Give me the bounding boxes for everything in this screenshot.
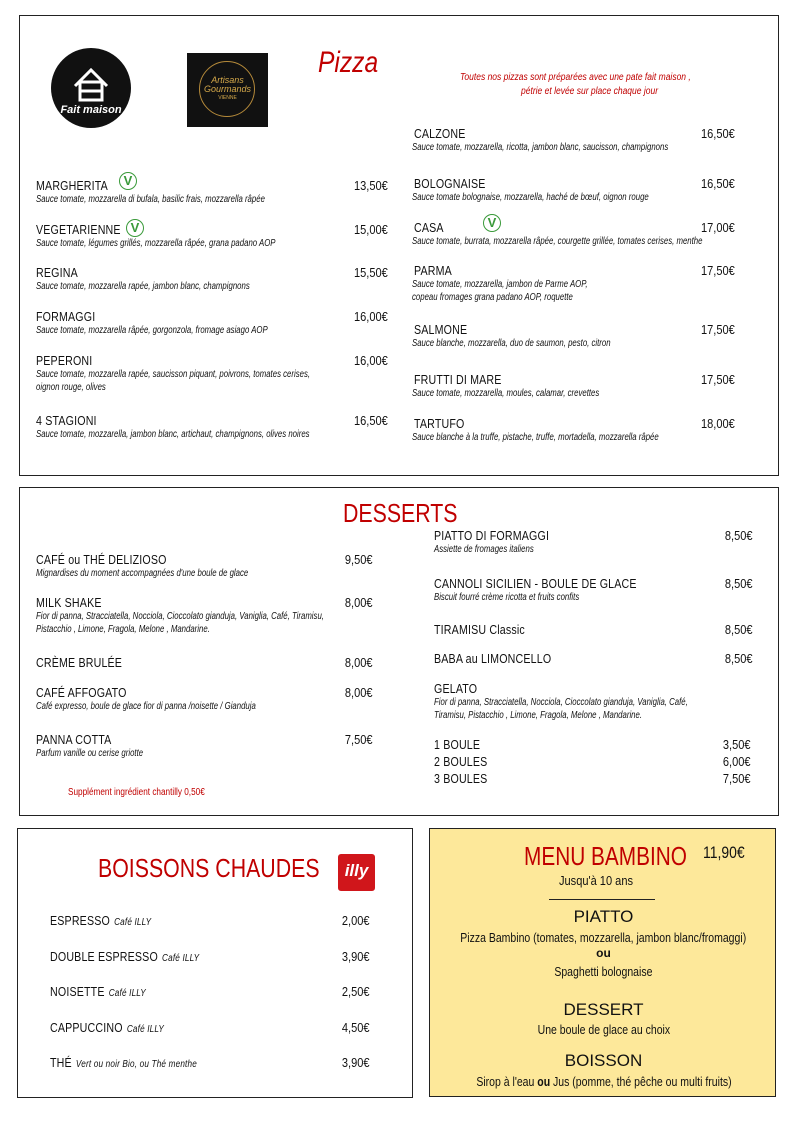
menu-item-name: SALMONE — [414, 322, 468, 337]
menu-item-price: 18,00€ — [701, 416, 735, 431]
illy-logo-text: illy — [344, 861, 369, 880]
menu-item-price: 15,50€ — [354, 265, 388, 280]
vegetarian-icon: V — [483, 214, 501, 232]
menu-item-description: Fior di panna, Stracciatella, Nocciola, Cioccolato gianduja, Vaniglia, Café, — [434, 697, 688, 708]
menu-item-price: 8,50€ — [725, 576, 753, 591]
desserts-title: DESSERTS — [343, 498, 458, 528]
menu-item-description: Biscuit fourré crème ricotta et fruits confits — [434, 592, 580, 603]
menu-item-price: 17,50€ — [701, 322, 735, 337]
menu-item-name: PEPERONI — [36, 353, 93, 368]
menu-item-name: PARMA — [414, 263, 452, 278]
menu-item-price: 17,00€ — [701, 220, 735, 235]
menu-item-description: Assiette de fromages italiens — [434, 544, 534, 555]
gelato-boule-name: 1 BOULE — [434, 737, 481, 752]
menu-item-price: 13,50€ — [354, 178, 388, 193]
menu-item-price: 17,50€ — [701, 372, 735, 387]
boisson-ou: ou — [536, 1075, 550, 1089]
menu-item-description: Sauce tomate bolognaise, mozzarella, haché de bœuf, oignon rouge — [412, 192, 649, 203]
boisson-subtitle: Café ILLY — [126, 1023, 165, 1035]
dessert-line-text: Une boule de glace au choix — [537, 1023, 670, 1037]
gelato-boule-name: 3 BOULES — [434, 771, 488, 786]
menu-item-description: Sauce tomate, légumes grillés, mozzarella râpée, grana padano AOP — [36, 238, 276, 249]
menu-item-description: Fior di panna, Stracciatella, Nocciola, Cioccolato gianduja, Vaniglia, Café, Tiramisu, — [36, 611, 324, 622]
boisson-subtitle: Café ILLY — [108, 988, 146, 999]
menu-item-name: 4 STAGIONI — [36, 413, 97, 428]
artisans-text: Artisans — [211, 75, 244, 85]
menu-item-price: 16,50€ — [701, 176, 735, 191]
menu-item-price: 8,50€ — [725, 528, 753, 543]
boisson-price: 3,90€ — [342, 1055, 370, 1070]
menu-item-description: copeau fromages grana padano AOP, roquette — [412, 292, 573, 303]
menu-item-name: CRÈME BRULÉE — [36, 655, 123, 670]
boisson-price: 3,90€ — [342, 948, 370, 964]
menu-item-name: VEGETARIENNE — [36, 222, 121, 237]
menu-item-description: Sauce blanche, mozzarella, duo de saumon, pesto, citron — [412, 338, 611, 349]
menu-item-name: PANNA COTTA — [36, 732, 112, 747]
menu-item-price: 7,50€ — [345, 732, 373, 747]
menu-item-name: TIRAMISU Classic — [434, 622, 525, 637]
menu-item-name: GELATO — [434, 681, 478, 696]
boisson-name: DOUBLE ESPRESSO — [50, 948, 158, 964]
boisson-item — [50, 949, 199, 964]
menu-item-name: TARTUFO — [414, 416, 465, 431]
gelato-boule-price: 6,00€ — [723, 754, 751, 769]
menu-item-name: MILK SHAKE — [36, 595, 102, 610]
boissons-section — [17, 828, 413, 1098]
boisson-item — [50, 1020, 164, 1035]
menu-item-name: FORMAGGI — [36, 309, 96, 324]
boisson-item — [50, 913, 151, 928]
bambino-section — [429, 828, 776, 1097]
piatto-ou: ou — [596, 946, 611, 960]
boisson-name: THÉ — [50, 1055, 72, 1070]
pizza-note-line1: Toutes nos pizzas sont préparées avec une pate fait maison , — [460, 72, 691, 83]
boisson-line-inner — [476, 1075, 731, 1089]
artisans-gourmands-logo — [187, 53, 268, 127]
fait-maison-text: Fait maison — [60, 104, 122, 116]
menu-item-price: 16,00€ — [354, 309, 388, 324]
menu-item-price: 16,50€ — [701, 126, 735, 141]
menu-item-price: 8,00€ — [345, 595, 373, 610]
menu-item-name: BABA au LIMONCELLO — [434, 651, 552, 666]
menu-item-price: 16,50€ — [354, 413, 388, 428]
boisson-subtitle: Vert ou noir Bio, ou Thé menthe — [75, 1059, 197, 1070]
boisson-pre: Sirop à l'eau — [475, 1075, 537, 1089]
menu-item-name: BOLOGNAISE — [414, 176, 486, 191]
menu-item-name: CAFÉ AFFOGATO — [36, 685, 127, 700]
menu-item-price: 17,50€ — [701, 263, 735, 278]
menu-item-price: 9,50€ — [345, 552, 373, 567]
menu-item-description: Sauce tomate, mozzarella, moules, calamar, crevettes — [412, 388, 600, 399]
piatto-line1 — [430, 931, 777, 945]
boisson-price: 4,50€ — [342, 1019, 370, 1035]
gelato-boule-name: 2 BOULES — [434, 754, 488, 769]
boissons-title: BOISSONS CHAUDES — [98, 853, 320, 883]
house-icon — [51, 48, 131, 128]
menu-item-description: Café expresso, boule de glace fior di panna /noisette / Gianduja — [36, 701, 256, 712]
boisson-item — [50, 1055, 197, 1070]
menu-item-description: Sauce tomate, mozzarella râpée, gorgonzola, fromage asiago AOP — [36, 325, 268, 336]
menu-item-description: Sauce blanche à la truffe, pistache, truffe, mortadella, mozzarella râpée — [412, 432, 659, 443]
bambino-title: MENU BAMBINO — [524, 841, 687, 871]
boisson-price: 2,00€ — [342, 913, 370, 928]
boisson-price: 2,50€ — [342, 984, 370, 999]
fait-maison-logo — [51, 48, 131, 128]
boisson-name: CAPPUCCINO — [50, 1019, 123, 1035]
pizza-section — [19, 15, 779, 476]
menu-item-price: 8,00€ — [345, 685, 373, 700]
menu-item-description: Sauce tomate, mozzarella, jambon de Parme AOP, — [412, 279, 588, 290]
boisson-name: ESPRESSO — [50, 913, 110, 928]
vegetarian-icon: V — [126, 219, 144, 237]
supplement-note: Supplément ingrédient chantilly 0,50€ — [68, 787, 205, 798]
boisson-line — [430, 1075, 777, 1089]
illy-logo — [338, 854, 375, 891]
menu-item-price: 8,50€ — [725, 622, 753, 637]
boisson-post: Jus (pomme, thé pêche ou multi fruits) — [549, 1075, 732, 1089]
menu-item-description: oignon rouge, olives — [36, 382, 106, 393]
boisson-item — [50, 984, 146, 999]
menu-item-name: FRUTTI DI MARE — [414, 372, 502, 387]
menu-item-name: CAFÉ ou THÉ DELIZIOSO — [36, 552, 167, 567]
menu-item-name: PIATTO DI FORMAGGI — [434, 528, 550, 543]
menu-item-description: Tiramisu, Pistacchio , Limone, Fragola, Melone , Mandarine. — [434, 710, 643, 721]
menu-item-name: MARGHERITA — [36, 178, 108, 193]
piatto-title: PIATTO — [573, 907, 634, 926]
pizza-title: Pizza — [318, 46, 379, 79]
menu-item-name: CASA — [414, 220, 444, 235]
divider — [549, 899, 655, 900]
bambino-price: 11,90€ — [703, 843, 745, 862]
menu-item-price: 8,50€ — [725, 651, 753, 666]
piatto-line2 — [430, 965, 777, 979]
menu-item-price: 8,00€ — [345, 655, 373, 670]
boisson-subtitle: Café ILLY — [114, 917, 152, 928]
menu-item-description: Mignardises du moment accompagnées d'une boule de glace — [36, 568, 249, 579]
menu-item-name: CALZONE — [414, 126, 466, 141]
bambino-subtitle: Jusqu'à 10 ans — [559, 873, 633, 888]
dessert-line — [430, 1023, 777, 1037]
menu-item-description: Parfum vanille ou cerise griotte — [36, 748, 144, 759]
gourmands-text: Gourmands — [203, 84, 252, 94]
vegetarian-icon: V — [119, 172, 137, 190]
menu-item-price: 15,00€ — [354, 222, 388, 237]
menu-item-description: Sauce tomate, burrata, mozzarella râpée, courgette grillée, tomates cerises, menthe — [412, 236, 703, 247]
menu-item-description: Sauce tomate, mozzarella, jambon blanc, artichaut, champignons, olives noires — [36, 429, 310, 440]
piatto-line2-text: Spaghetti bolognaise — [554, 965, 653, 979]
boisson-title: BOISSON — [564, 1051, 643, 1070]
boisson-name: NOISETTE — [50, 984, 105, 999]
piatto-line1-text: Pizza Bambino (tomates, mozzarella, jambon blanc/fromaggi) — [460, 931, 747, 945]
menu-item-price: 16,00€ — [354, 353, 388, 368]
gelato-boule-price: 3,50€ — [723, 737, 751, 752]
menu-item-description: Pistacchio , Limone, Fragola, Melone , Mandarine. — [36, 624, 210, 635]
pizza-note-line2: pétrie et levée sur place chaque jour — [521, 86, 659, 97]
menu-item-description: Sauce tomate, mozzarella rapée, saucisson piquant, poivrons, tomates cerises, — [36, 369, 311, 380]
vienne-text: VIENNE — [218, 95, 237, 101]
menu-item-description: Sauce tomate, mozzarella, ricotta, jambon blanc, saucisson, champignons — [412, 142, 669, 153]
menu-item-description: Sauce tomate, mozzarella rapée, jambon blanc, champignons — [36, 281, 250, 292]
menu-item-name: REGINA — [36, 265, 78, 280]
dessert-title: DESSERT — [563, 1000, 644, 1019]
gelato-boule-price: 7,50€ — [723, 771, 751, 786]
menu-item-description: Sauce tomate, mozzarella di bufala, basilic frais, mozzarella râpée — [36, 194, 265, 205]
desserts-section — [19, 487, 779, 816]
menu-item-name: CANNOLI SICILIEN - BOULE DE GLACE — [434, 576, 637, 591]
boisson-subtitle: Café ILLY — [162, 952, 200, 964]
